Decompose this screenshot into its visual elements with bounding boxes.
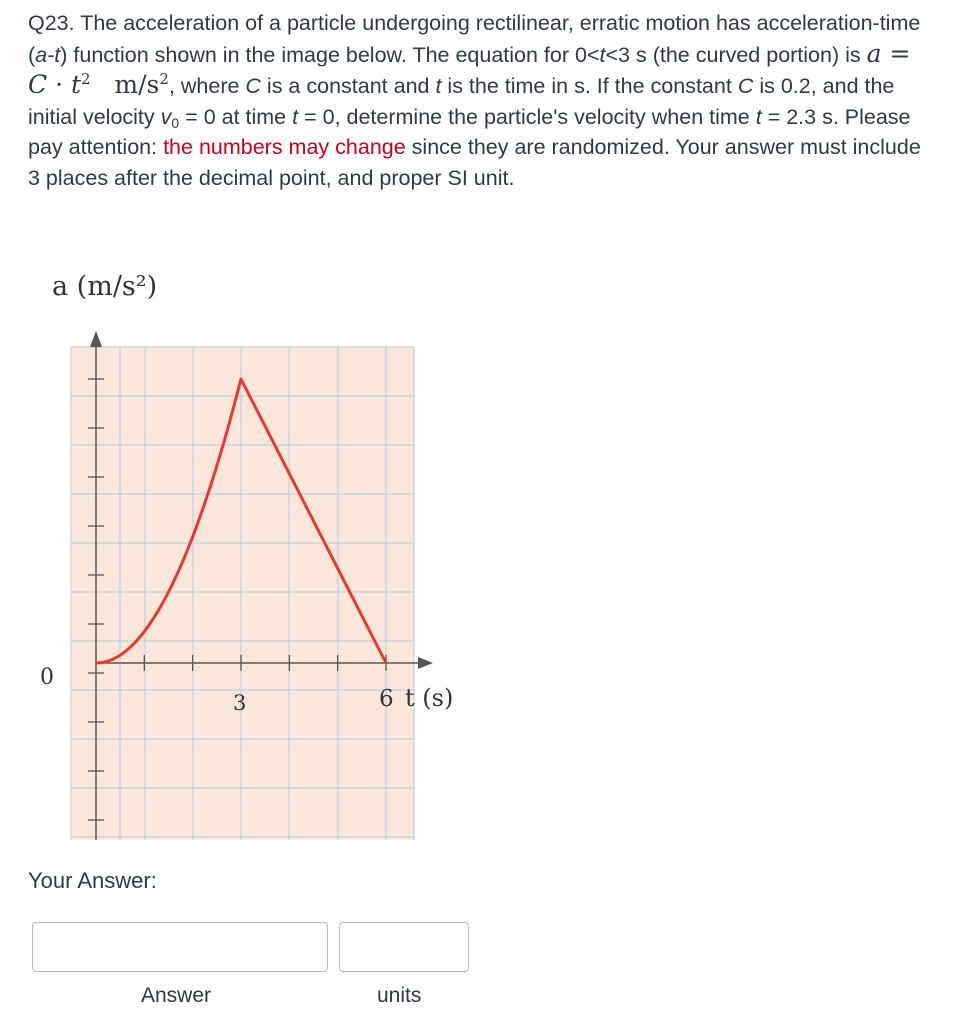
- x-tick-label-3: 3: [233, 691, 247, 715]
- question-part: since they are randomized. Your answer must include 3 places after the decimal point, and proper SI unit.: [28, 135, 921, 190]
- var-t: t: [755, 104, 762, 129]
- var-t: t: [435, 74, 442, 98]
- your-answer-label: Your Answer:: [28, 868, 157, 893]
- units-field-label: units: [377, 984, 422, 1007]
- units-input[interactable]: [339, 922, 469, 972]
- answer-field-label: Answer: [141, 984, 212, 1007]
- question-part: = 0, determine the particle's velocity when time: [298, 104, 756, 129]
- x-axis-arrow: [418, 657, 433, 669]
- eq-unit-exponent: 2: [159, 70, 169, 88]
- origin-label: 0: [40, 665, 54, 690]
- eq-dot: ·: [47, 70, 71, 99]
- var-c: C: [737, 74, 754, 98]
- eq-c: C: [28, 70, 48, 99]
- eq-a: a: [866, 38, 882, 68]
- question-part: ) function shown in the image below. The equation for 0<: [60, 42, 600, 67]
- eq-t: t: [70, 70, 82, 99]
- var-t: t: [292, 104, 299, 129]
- eq-unit: m/s: [114, 70, 160, 99]
- var-v-subscript: 0: [171, 114, 180, 131]
- var-t: t: [599, 42, 606, 67]
- question-part: <3 s (the curved portion) is: [605, 42, 867, 67]
- question-part: is 0.2, and the initial velocity: [28, 74, 895, 129]
- question-part: Q23. The acceleration of a particle undergoing rectilinear, erratic motion has acceleration-time (: [28, 11, 921, 67]
- warning-text: the numbers may change: [163, 135, 406, 159]
- acceleration-time-graph: [0, 255, 500, 850]
- question-part: = 2.3 s. Please pay attention:: [28, 104, 911, 159]
- x-tick-label-6: 6: [379, 686, 394, 712]
- at-label: a-t: [35, 42, 61, 67]
- y-axis-arrow: [90, 331, 102, 347]
- question-part: is a constant and: [260, 74, 436, 98]
- var-c: C: [245, 74, 261, 98]
- eq-exponent: 2: [81, 70, 91, 88]
- question-text: [28, 8, 928, 193]
- eq-equals: =: [881, 38, 911, 68]
- x-axis-label: t (s): [405, 684, 454, 712]
- question-paragraph: [28, 8, 928, 193]
- y-axis-label: a (m/s²): [52, 271, 158, 302]
- answer-input[interactable]: [32, 922, 328, 972]
- var-v: v: [160, 104, 172, 129]
- question-part: , where: [168, 74, 246, 98]
- question-part: = 0 at time: [179, 104, 293, 129]
- graph-background: [71, 347, 414, 840]
- question-part: is the time in s. If the constant: [441, 74, 738, 98]
